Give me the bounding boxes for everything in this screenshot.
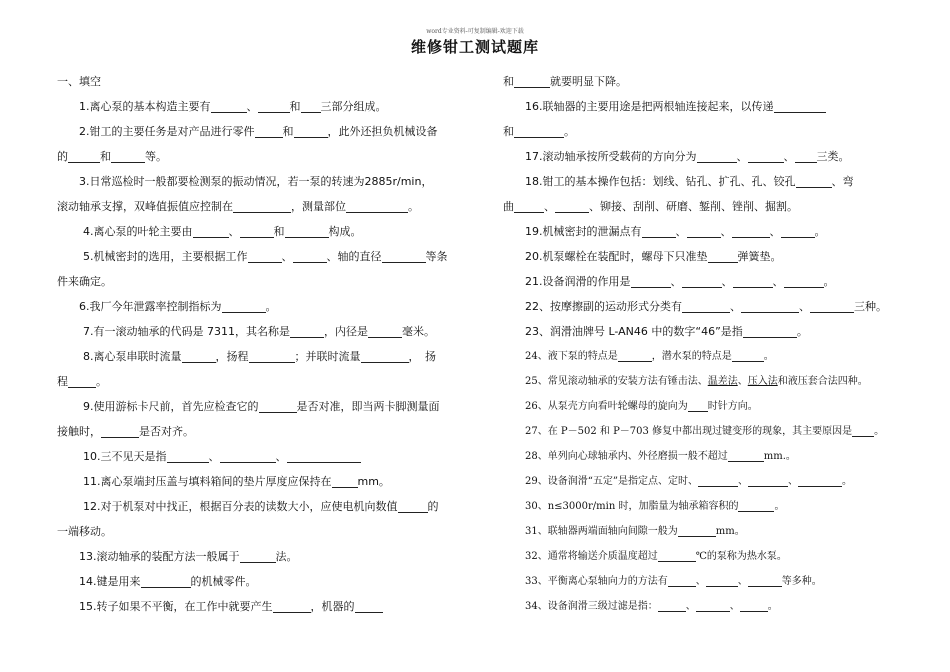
question-text: 28、单列向心球轴承内、外径磨损一般不超过 xyxy=(525,451,728,462)
question-text: 、 xyxy=(737,576,748,587)
question-text: 、 xyxy=(670,275,682,288)
answer-blank[interactable] xyxy=(514,199,544,213)
answer-blank[interactable] xyxy=(748,573,782,587)
question-line xyxy=(57,244,447,269)
question-line xyxy=(57,569,447,594)
answer-blank[interactable] xyxy=(249,349,295,363)
answer-blank[interactable] xyxy=(728,448,764,462)
question-line xyxy=(57,494,447,519)
answer-blank[interactable] xyxy=(658,598,686,612)
question-text: 的 xyxy=(427,500,439,513)
question-text: 4.离心泵的叶轮主要由 xyxy=(83,225,193,238)
answer-blank[interactable] xyxy=(68,149,100,163)
question-text: 、 xyxy=(736,150,748,163)
question-text: 。 xyxy=(796,325,808,338)
question-line xyxy=(57,394,447,419)
question-text: 12.对于机泵对中找正，根据百分表的读数大小，应使电机向数值 xyxy=(83,500,398,513)
question-line xyxy=(57,194,447,219)
question-text: 一、填空 xyxy=(57,75,101,88)
answer-blank[interactable] xyxy=(68,374,96,388)
question-line xyxy=(503,169,895,194)
question-text: 、 xyxy=(787,476,798,487)
question-text: 、 xyxy=(281,250,293,263)
question-line xyxy=(57,419,447,444)
question-text: 三种。 xyxy=(854,300,887,313)
question-text: 件来确定。 xyxy=(57,275,112,288)
question-text: 和 xyxy=(503,75,514,88)
answer-blank[interactable] xyxy=(258,99,290,113)
question-text: 、轴的直径 xyxy=(326,250,382,263)
question-line xyxy=(503,369,895,394)
question-text: ℃的泵称为热水泵。 xyxy=(695,551,787,562)
answer-blank[interactable] xyxy=(287,449,361,463)
question-text: 。 xyxy=(823,275,835,288)
answer-blank[interactable] xyxy=(618,348,652,362)
question-text: 、 xyxy=(737,476,748,487)
question-text: 31、联轴器两端面轴向间隙一般为 xyxy=(525,526,678,537)
question-text: 15.转子如果不平衡，在工作中就要产生 xyxy=(79,600,273,613)
question-line xyxy=(503,69,895,94)
question-text: 和 xyxy=(100,150,111,163)
question-text: 、 xyxy=(783,150,795,163)
answer-blank[interactable] xyxy=(514,74,550,88)
answer-blank[interactable] xyxy=(211,99,247,113)
question-line xyxy=(503,194,895,219)
question-text: 。 xyxy=(763,351,774,362)
question-text: 26、从泵壳方向看叶轮螺母的旋向为 xyxy=(525,401,688,412)
question-text: 时针方向。 xyxy=(707,401,758,412)
answer-blank[interactable] xyxy=(642,224,676,238)
question-text: 、 xyxy=(721,275,733,288)
question-text: mm。 xyxy=(715,526,745,537)
answer-blank[interactable] xyxy=(658,548,696,562)
question-text: 。 xyxy=(564,125,575,138)
question-text: 22、按摩擦副的运动形式分类有 xyxy=(525,300,682,313)
question-text: 、 xyxy=(720,225,732,238)
answer-blank[interactable] xyxy=(784,274,824,288)
question-text: 的 xyxy=(57,150,68,163)
question-line xyxy=(57,469,447,494)
question-text: 34、设备润滑三级过滤是指： xyxy=(525,601,658,612)
question-text: 、 xyxy=(275,450,287,463)
answer-blank[interactable] xyxy=(774,99,826,113)
question-text: 8.离心泵串联时流量 xyxy=(83,350,182,363)
answer-blank[interactable] xyxy=(111,149,145,163)
question-text: 和 xyxy=(289,100,301,113)
question-line xyxy=(57,119,447,144)
question-line xyxy=(503,544,895,569)
question-line xyxy=(503,294,895,319)
question-line xyxy=(57,269,447,294)
question-text: 是否对准，即当两卡脚测量面 xyxy=(296,400,440,413)
answer-blank[interactable] xyxy=(687,224,721,238)
question-text: 6.我厂今年泄露率控制指标为 xyxy=(79,300,222,313)
answer-blank[interactable] xyxy=(368,324,402,338)
question-text: ，扬程 xyxy=(215,350,249,363)
answer-blank[interactable] xyxy=(240,549,276,563)
question-text: 18.钳工的基本操作包括：划线、钻孔、扩孔、孔、铰孔 xyxy=(525,175,796,188)
answer-blank[interactable] xyxy=(259,399,297,413)
question-text: 、 xyxy=(544,200,555,213)
answer-blank[interactable] xyxy=(682,274,722,288)
answer-blank[interactable] xyxy=(233,199,291,213)
answer-blank[interactable] xyxy=(182,349,216,363)
question-text: 、 xyxy=(246,100,258,113)
question-line xyxy=(503,94,895,119)
question-line xyxy=(57,169,447,194)
question-text: 9.使用游标卡尺前，首先应检查它的 xyxy=(83,400,259,413)
answer-blank[interactable] xyxy=(294,124,328,138)
question-text: 33、平衡离心泵轴向力的方法有 xyxy=(525,576,668,587)
question-line xyxy=(57,144,447,169)
question-text: 20.机泵螺栓在装配时，螺母下只准垫 xyxy=(525,250,708,263)
answer-blank[interactable] xyxy=(285,224,329,238)
question-text: 3.日常巡检时一般都要检测泵的振动情况，若一泵的转速为2885r/min， xyxy=(79,175,433,188)
question-text: 三类。 xyxy=(816,150,850,163)
question-text: 、弯 xyxy=(831,175,854,188)
answer-blank[interactable] xyxy=(733,274,773,288)
question-line xyxy=(57,94,447,119)
question-text: ，机器的 xyxy=(310,600,355,613)
answer-blank[interactable] xyxy=(668,573,696,587)
answer-blank[interactable] xyxy=(273,599,311,613)
answer-blank[interactable] xyxy=(255,124,283,138)
answer-blank[interactable] xyxy=(248,249,282,263)
answer-blank[interactable] xyxy=(332,474,358,488)
answer-blank[interactable] xyxy=(240,224,274,238)
answer-blank[interactable] xyxy=(293,249,327,263)
answer-blank[interactable] xyxy=(290,324,324,338)
question-text: 程 xyxy=(57,375,68,388)
question-text: 25、常见滚动轴承的安装方法有锤击法、 xyxy=(525,376,708,387)
question-text: 三部分组成。 xyxy=(320,100,387,113)
question-line xyxy=(57,69,447,94)
question-text: 10.三不见天是指 xyxy=(83,450,167,463)
question-text: 是否对齐。 xyxy=(139,425,194,438)
question-line xyxy=(503,319,895,344)
answer-blank[interactable] xyxy=(678,523,716,537)
answer-blank[interactable] xyxy=(738,498,774,512)
question-text: 等多种。 xyxy=(781,576,822,587)
question-text: 19.机械密封的泄漏点有 xyxy=(525,225,642,238)
question-line xyxy=(57,219,447,244)
underlined-term: 压入法 xyxy=(747,376,778,387)
question-text: 。 xyxy=(96,375,107,388)
answer-blank[interactable] xyxy=(688,398,708,412)
question-text: 毫米。 xyxy=(402,325,435,338)
question-text: 、 xyxy=(799,300,810,313)
question-text: 等条 xyxy=(425,250,447,263)
question-text: 、 xyxy=(685,601,696,612)
question-text: 。 xyxy=(265,300,277,313)
question-line xyxy=(57,369,447,394)
question-text: ，测量部位 xyxy=(291,200,346,213)
answer-blank[interactable] xyxy=(697,149,737,163)
answer-blank[interactable] xyxy=(101,424,139,438)
answer-blank[interactable] xyxy=(514,124,564,138)
question-text: 21.设备润滑的作用是 xyxy=(525,275,631,288)
question-line xyxy=(503,494,895,519)
question-line xyxy=(503,519,895,544)
question-text: ；并联时流量 xyxy=(294,350,361,363)
answer-blank[interactable] xyxy=(193,224,229,238)
question-line xyxy=(57,294,447,319)
question-line xyxy=(503,569,895,594)
left-question-column xyxy=(57,69,447,619)
answer-blank[interactable] xyxy=(220,449,276,463)
question-text: 、铆接、刮削、研磨、錾削、锉削、掘割。 xyxy=(589,200,798,213)
question-text: 弹簧垫。 xyxy=(737,250,782,263)
answer-blank[interactable] xyxy=(795,149,817,163)
question-line xyxy=(57,444,447,469)
underlined-term: 温差法 xyxy=(707,376,738,387)
question-text: 29、设备润滑“五定”是指定点、定时、 xyxy=(525,476,698,487)
question-text: 16.联轴器的主要用途是把两根轴连接起来，以传递 xyxy=(525,100,774,113)
question-text: ，内径是 xyxy=(324,325,368,338)
answer-blank[interactable] xyxy=(398,499,428,513)
question-text: 、 xyxy=(737,376,748,387)
question-text: 和液压套合法四种。 xyxy=(777,376,868,387)
question-text: 32、通常将输送介质温度超过 xyxy=(525,551,658,562)
question-text: 构成。 xyxy=(328,225,362,238)
page-title: 维修钳工测试题库 xyxy=(410,38,539,56)
question-text: mm。 xyxy=(357,475,390,488)
question-text: 、 xyxy=(730,300,741,313)
answer-blank[interactable] xyxy=(355,599,383,613)
question-text: 接触时， xyxy=(57,425,101,438)
question-text: 。 xyxy=(767,601,778,612)
question-line xyxy=(503,144,895,169)
question-text: 、 xyxy=(675,225,687,238)
question-text: 、 xyxy=(729,601,740,612)
question-text: 30、n≤3000r/min 时，加脂量为轴承箱容积的 xyxy=(525,501,739,512)
question-text: 等。 xyxy=(145,150,167,163)
answer-blank[interactable] xyxy=(741,299,799,313)
answer-blank[interactable] xyxy=(748,473,788,487)
question-line xyxy=(503,119,895,144)
answer-blank[interactable] xyxy=(748,149,784,163)
question-text: 。 xyxy=(774,501,785,512)
question-line xyxy=(57,594,447,619)
answer-blank[interactable] xyxy=(798,473,842,487)
question-text: 27、在 P－502 和 P－703 修复中都出现过键变形的现象，其主要原因是 xyxy=(525,426,853,437)
question-text: 滚动轴承支撑，双峰值振值应控制在 xyxy=(57,200,233,213)
question-text: 和 xyxy=(282,125,294,138)
question-line xyxy=(503,244,895,269)
question-text: 24、液下泵的特点是 xyxy=(525,351,618,362)
question-line xyxy=(57,344,447,369)
question-text: 。 xyxy=(841,476,852,487)
question-line xyxy=(503,469,895,494)
question-text: 1.离心泵的基本构造主要有 xyxy=(79,100,211,113)
answer-blank[interactable] xyxy=(682,299,730,313)
answer-blank[interactable] xyxy=(810,299,854,313)
right-question-column xyxy=(503,69,895,619)
question-text: 就要明显下降。 xyxy=(550,75,627,88)
question-text: 的机械零件。 xyxy=(190,575,257,588)
answer-blank[interactable] xyxy=(698,473,738,487)
question-line xyxy=(57,319,447,344)
question-line xyxy=(57,519,447,544)
question-text: 、 xyxy=(772,275,784,288)
question-text: 7.有一滚动轴承的代码是 7311，其名称是 xyxy=(83,325,290,338)
question-text: 13.滚动轴承的装配方法一般属于 xyxy=(79,550,240,563)
answer-blank[interactable] xyxy=(740,598,768,612)
answer-blank[interactable] xyxy=(141,574,191,588)
question-line xyxy=(503,269,895,294)
question-line xyxy=(503,394,895,419)
question-line xyxy=(503,219,895,244)
answer-blank[interactable] xyxy=(382,249,426,263)
question-text: 14.键是用来 xyxy=(79,575,141,588)
question-line xyxy=(503,419,895,444)
question-text: ，潜水泵的特点是 xyxy=(651,351,732,362)
answer-blank[interactable] xyxy=(852,423,874,437)
question-text: 一端移动。 xyxy=(57,525,112,538)
question-text: ， 扬 xyxy=(408,350,436,363)
question-text: 23、润滑油牌号 L-AN46 中的数字“46”是指 xyxy=(525,325,743,338)
question-line xyxy=(503,594,895,619)
question-text: 、 xyxy=(208,450,220,463)
answer-blank[interactable] xyxy=(781,224,815,238)
answer-blank[interactable] xyxy=(555,199,589,213)
answer-blank[interactable] xyxy=(167,449,209,463)
question-text: 法。 xyxy=(275,550,298,563)
answer-blank[interactable] xyxy=(796,174,832,188)
question-text: 2.钳工的主要任务是对产品进行零件 xyxy=(79,125,255,138)
question-text: 和 xyxy=(273,225,285,238)
question-text: 、 xyxy=(769,225,781,238)
answer-blank[interactable] xyxy=(631,274,671,288)
answer-blank[interactable] xyxy=(706,573,738,587)
question-line xyxy=(503,444,895,469)
answer-blank[interactable] xyxy=(708,249,738,263)
question-text: 、 xyxy=(228,225,240,238)
question-text: 。 xyxy=(874,426,885,437)
answer-blank[interactable] xyxy=(301,99,321,113)
answer-blank[interactable] xyxy=(732,348,764,362)
question-line xyxy=(503,344,895,369)
answer-blank[interactable] xyxy=(361,349,409,363)
watermark-text: word专业资料-可复制编辑-欢迎下载 xyxy=(426,28,524,35)
answer-blank[interactable] xyxy=(732,224,770,238)
question-text: 11.离心泵端封压盖与填料箱间的垫片厚度应保持在 xyxy=(83,475,332,488)
question-text: 。 xyxy=(814,225,826,238)
answer-blank[interactable] xyxy=(696,598,730,612)
answer-blank[interactable] xyxy=(346,199,408,213)
question-text: 17.滚动轴承按所受载荷的方向分为 xyxy=(525,150,697,163)
question-text: 、 xyxy=(695,576,706,587)
question-text: mm.。 xyxy=(763,451,796,462)
question-text: 和 xyxy=(503,125,514,138)
question-text: 曲 xyxy=(503,200,514,213)
question-text: ，此外还担负机械设备 xyxy=(327,125,438,138)
question-line xyxy=(57,544,447,569)
question-text: 。 xyxy=(408,200,419,213)
question-text: 5.机械密封的选用，主要根据工作 xyxy=(83,250,248,263)
answer-blank[interactable] xyxy=(222,299,266,313)
answer-blank[interactable] xyxy=(743,324,797,338)
